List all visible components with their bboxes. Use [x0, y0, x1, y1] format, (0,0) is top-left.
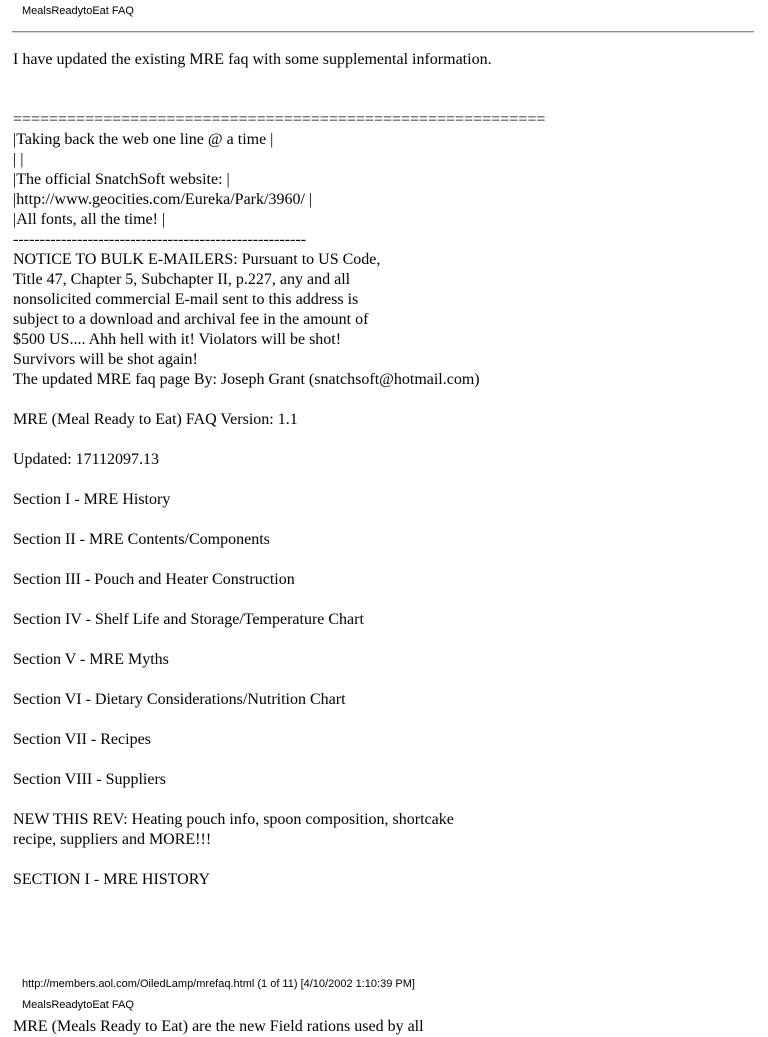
section-entry: Section V - MRE Myths	[13, 651, 169, 668]
notice-line: subject to a download and archival fee in the amount of	[13, 311, 369, 328]
faq-version: MRE (Meal Ready to Eat) FAQ Version: 1.1	[13, 411, 298, 428]
spacer	[13, 550, 753, 570]
signature-line: |The official SnatchSoft website: |	[13, 171, 230, 188]
intro-text: I have updated the existing MRE faq with some supplemental information.	[13, 51, 492, 68]
spacer	[13, 630, 753, 650]
signature-website-url: |http://www.geocities.com/Eureka/Park/3960/ |	[13, 191, 313, 208]
section-entry: Section VIII - Suppliers	[13, 771, 167, 788]
section-heading: SECTION I - MRE HISTORY	[13, 871, 211, 888]
notice-line: Survivors will be shot again!	[13, 351, 198, 368]
section-entry: Section III - Pouch and Heater Construction	[13, 571, 295, 588]
section-entry: Section VII - Recipes	[13, 731, 151, 748]
section-entry: Section IV - Shelf Life and Storage/Temperature Chart	[13, 611, 364, 628]
spacer	[13, 70, 753, 90]
new-this-rev-line: recipe, suppliers and MORE!!!	[13, 831, 212, 848]
spacer	[13, 510, 753, 530]
notice-line: Title 47, Chapter 5, Subchapter II, p.227, any and all	[13, 271, 351, 288]
page-header-title: MealsReadytoEat FAQ	[22, 5, 134, 17]
spacer	[13, 390, 753, 410]
spacer	[13, 710, 753, 730]
spacer	[13, 90, 753, 110]
header-divider	[12, 31, 754, 33]
section-entry: Section VI - Dietary Considerations/Nutrition Chart	[13, 691, 346, 708]
notice-line: NOTICE TO BULK E-MAILERS: Pursuant to US Code,	[13, 251, 381, 268]
notice-line: nonsolicited commercial E-mail sent to this address is	[13, 291, 359, 308]
next-page-cutoff-text: MRE (Meals Ready to Eat) are the new Field rations used by all	[13, 1018, 424, 1035]
next-page-header-title: MealsReadytoEat FAQ	[22, 999, 134, 1011]
spacer	[13, 670, 753, 690]
new-this-rev-line: NEW THIS REV: Heating pouch info, spoon composition, shortcake	[13, 811, 454, 828]
spacer	[13, 750, 753, 770]
notice-line: $500 US.... Ahh hell with it! Violators will be shot!	[13, 331, 342, 348]
signature-line: |All fonts, all the time! |	[13, 211, 166, 228]
section-entry: Section II - MRE Contents/Components	[13, 531, 270, 548]
faq-content	[13, 50, 753, 890]
spacer	[13, 790, 753, 810]
spacer	[13, 850, 753, 870]
page-footer-url: http://members.aol.com/OiledLamp/mrefaq.html (1 of 11) [4/10/2002 1:10:39 PM]	[22, 978, 415, 990]
spacer	[13, 430, 753, 450]
spacer	[13, 470, 753, 490]
signature-bottom-rule: -------------------------------------------------------	[13, 231, 307, 248]
section-entry: Section I - MRE History	[13, 491, 171, 508]
signature-line: |Taking back the web one line @ a time |	[13, 131, 274, 148]
author-line: The updated MRE faq page By: Joseph Grant (snatchsoft@hotmail.com)	[13, 371, 480, 388]
signature-top-rule: ===========================================================	[13, 111, 546, 128]
signature-line: | |	[13, 151, 24, 168]
faq-updated: Updated: 17112097.13	[13, 451, 160, 468]
spacer	[13, 590, 753, 610]
